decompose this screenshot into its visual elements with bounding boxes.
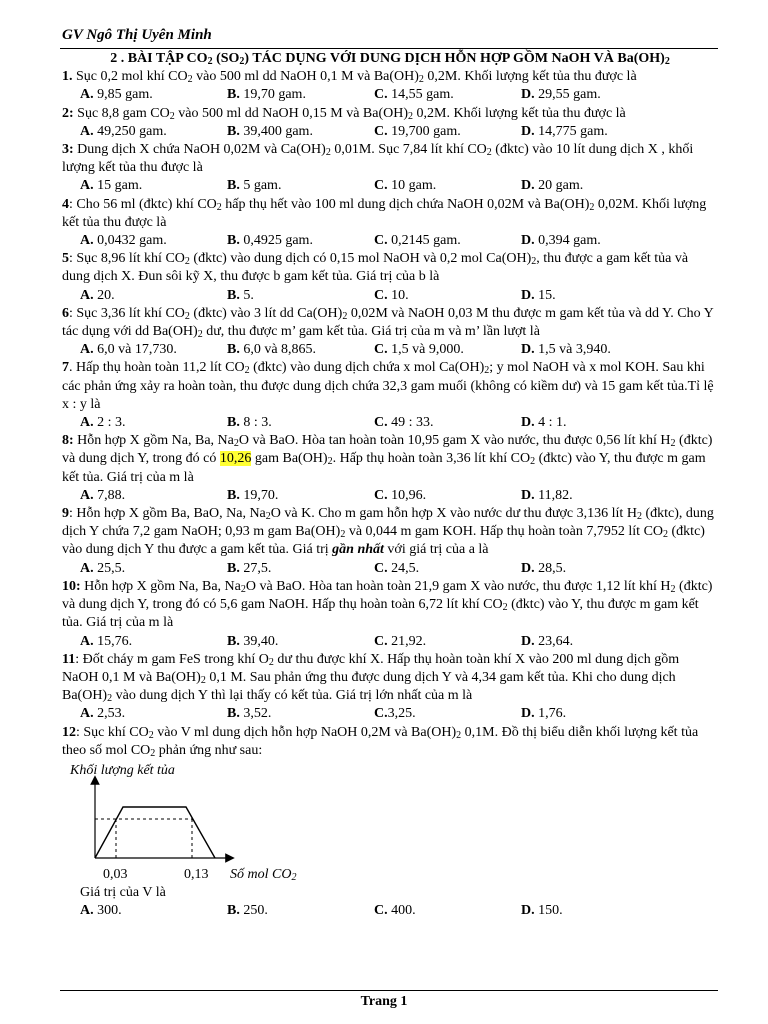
option-letter: A. bbox=[80, 560, 94, 576]
option-letter: C. bbox=[374, 123, 388, 139]
answer-option-a bbox=[80, 177, 227, 195]
option-letter: B. bbox=[227, 342, 240, 358]
answer-options bbox=[80, 123, 718, 141]
answer-option-d bbox=[521, 633, 668, 651]
question-text: Sục 0,2 mol khí $CO_2$ vào 500 ml dd NaOH 0,1 M và $Ba(OH)_2$ 0,2M. Khối lượng kết tủa thu được là bbox=[72, 69, 637, 86]
option-letter: B. bbox=[227, 87, 240, 103]
question-number: 1. bbox=[62, 69, 73, 85]
question-text: : Sục 3,36 lít khí $CO_2$ (đktc) vào 3 lít dd $Ca(OH)_2$ 0,02M và NaOH 0,03 M thu được m gam kết tủa và dd Y. Cho Y tác dụng với dd $Ba(OH)_2$ dư, thu được m’ gam kết tủa. Giá trị của m và m’ lần lượt là bbox=[62, 305, 714, 341]
option-text: 9,85 gam. bbox=[93, 87, 153, 103]
answer-option-a bbox=[80, 232, 227, 250]
answer-option-d bbox=[521, 902, 668, 920]
answer-option-c bbox=[374, 560, 521, 578]
answer-option-c bbox=[374, 633, 521, 651]
graph-x-tick-1: 0,03 bbox=[103, 866, 128, 882]
option-letter: B. bbox=[227, 487, 240, 503]
option-letter: A. bbox=[80, 903, 94, 919]
answer-option-b bbox=[227, 633, 374, 651]
question-number: 11 bbox=[62, 651, 76, 667]
answer-option-a bbox=[80, 560, 227, 578]
option-letter: B. bbox=[227, 233, 240, 249]
option-text: 20 gam. bbox=[534, 178, 584, 194]
option-text: 19,700 gam. bbox=[387, 123, 461, 139]
answer-option-d bbox=[521, 177, 668, 195]
option-text: 15,76. bbox=[93, 633, 133, 649]
question-9 bbox=[62, 505, 718, 560]
question-text: : Sục khí $CO_2$ vào V ml dung dịch hỗn hợp NaOH 0,2M và $Ba(OH)_2$ 0,1M. Đồ thị biểu diễn khối lượng kết tủa theo số mol $CO_2$ phản ứng như sau: bbox=[62, 724, 699, 759]
question-text: . Hấp thụ hoàn toàn 11,2 lít $CO_2$ (đktc) vào dung dịch chứa x mol $Ca(OH)_2$; y mol NaOH và x mol KOH. Sau khi các phản ứng xảy ra hoàn toàn, thu được dung dịch chứa 32,3 gam muối (không có kiềm dư) và 15 gam kết tủa.Tỉ lệ x : y là bbox=[62, 360, 714, 412]
answer-option-a bbox=[80, 487, 227, 505]
option-letter: A. bbox=[80, 415, 94, 431]
option-letter: D. bbox=[521, 487, 535, 503]
answer-options bbox=[80, 633, 718, 651]
option-text: 23,64. bbox=[534, 633, 574, 649]
option-text: 10. bbox=[387, 287, 409, 303]
option-letter: C. bbox=[374, 233, 388, 249]
answer-option-c bbox=[374, 86, 521, 104]
answer-option-d bbox=[521, 232, 668, 250]
option-letter: D. bbox=[521, 178, 535, 194]
option-letter: B. bbox=[227, 415, 240, 431]
option-letter: D. bbox=[521, 706, 535, 722]
question-text: Hỗn hợp X gồm Na, Ba, $Na_2O$ và BaO. Hòa tan hoàn toàn 10,95 gam X vào nước, thu được 0,56 lít khí $H_2$ (đktc) và dung dịch Y, trong đó có 10,26 gam $Ba(OH)_2$. Hấp thụ hoàn toàn 3,36 lít khí $CO_2$ (đktc) vào Y, thu được m gam kết tủa. Giá trị của m là bbox=[62, 433, 713, 485]
option-text: 10,96. bbox=[387, 487, 427, 503]
answer-option-d bbox=[521, 86, 668, 104]
answer-options bbox=[80, 177, 718, 195]
option-letter: B. bbox=[227, 178, 240, 194]
question-number: 3: bbox=[62, 142, 74, 158]
option-text: 2 : 3. bbox=[93, 415, 126, 431]
option-letter: C. bbox=[374, 903, 388, 919]
option-letter: A. bbox=[80, 233, 94, 249]
section-title: 2 . BÀI TẬP $CO_2$ $(SO_2)$ TÁC DỤNG VỚI DUNG DỊCH HỖN HỢP GỒM NaOH VÀ $Ba(OH)_2$ bbox=[110, 51, 670, 67]
option-text: 10 gam. bbox=[387, 178, 437, 194]
answer-option-d bbox=[521, 123, 668, 141]
answer-option-d bbox=[521, 560, 668, 578]
page-number: Trang 1 bbox=[360, 994, 408, 1009]
answer-option-b bbox=[227, 487, 374, 505]
option-text: 0,394 gam. bbox=[534, 233, 601, 249]
option-text: 39,400 gam. bbox=[239, 123, 313, 139]
option-text: 19,70 gam. bbox=[239, 87, 306, 103]
answer-option-d bbox=[521, 487, 668, 505]
option-letter: C. bbox=[374, 178, 388, 194]
question-2 bbox=[62, 105, 718, 123]
question-10 bbox=[62, 578, 718, 633]
answer-option-a bbox=[80, 86, 227, 104]
graph-x-label: Số mol $CO_2$ bbox=[230, 866, 297, 883]
option-text: 0,2145 gam. bbox=[387, 233, 461, 249]
answer-option-b bbox=[227, 414, 374, 432]
option-letter: A. bbox=[80, 87, 94, 103]
graph-y-label: Khối lượng kết tủa bbox=[70, 762, 175, 778]
option-text: 3,25. bbox=[387, 706, 416, 722]
option-letter: B. bbox=[227, 706, 240, 722]
option-text: 14,55 gam. bbox=[387, 87, 454, 103]
option-letter: C. bbox=[374, 87, 388, 103]
option-text: 6,0 và 8,865. bbox=[239, 342, 317, 358]
question-1 bbox=[62, 68, 718, 86]
option-text: 19,70. bbox=[239, 487, 279, 503]
option-letter: C. bbox=[374, 633, 388, 649]
question-text: Hỗn hợp X gồm Na, Ba, $Na_2O$ và BaO. Hòa tan hoàn toàn 21,9 gam X vào nước, thu được 1,12 lít khí $H_2$ (đktc) và dung dịch Y, trong đó có 5,6 gam NaOH. Hấp thụ hoàn toàn 6,72 lít khí $CO_2$ (đktc) vào Y, thu được m gam kết tủa. Giá trị của m là bbox=[62, 578, 713, 631]
option-letter: A. bbox=[80, 123, 94, 139]
option-text: 20. bbox=[93, 287, 115, 303]
answer-options bbox=[80, 560, 718, 578]
question-number: 6 bbox=[62, 305, 69, 321]
option-text: 25,5. bbox=[93, 560, 126, 576]
option-text: 24,5. bbox=[387, 560, 420, 576]
option-letter: A. bbox=[80, 706, 94, 722]
option-letter: D. bbox=[521, 233, 535, 249]
option-text: 2,53. bbox=[93, 706, 126, 722]
answer-option-a bbox=[80, 123, 227, 141]
option-text: 3,52. bbox=[239, 706, 272, 722]
answer-option-b bbox=[227, 86, 374, 104]
answer-option-b bbox=[227, 341, 374, 359]
answer-options bbox=[80, 232, 718, 250]
question-text: : Sục 8,96 lít khí $CO_2$ (đktc) vào dung dịch có 0,15 mol NaOH và 0,2 mol $Ca(OH)_2$, thu được a gam kết tủa và dung dịch X. Đun sôi kỹ X, thu được b gam kết tủa. Giá trị của b là bbox=[62, 251, 689, 285]
answer-options bbox=[80, 705, 718, 723]
option-text: 5. bbox=[239, 287, 254, 303]
question-8 bbox=[62, 432, 718, 487]
answer-option-a bbox=[80, 633, 227, 651]
option-letter: B. bbox=[227, 633, 240, 649]
option-letter: D. bbox=[521, 87, 535, 103]
answer-option-a bbox=[80, 902, 227, 920]
option-text: 39,40. bbox=[239, 633, 279, 649]
option-text: 7,88. bbox=[93, 487, 126, 503]
answer-option-b bbox=[227, 177, 374, 195]
answer-options bbox=[80, 287, 718, 305]
answer-option-a bbox=[80, 705, 227, 723]
footer-rule bbox=[60, 990, 718, 991]
option-text: 49 : 33. bbox=[387, 415, 434, 431]
graph-x-tick-2: 0,13 bbox=[184, 866, 209, 882]
option-letter: C. bbox=[374, 287, 388, 303]
answer-option-b bbox=[227, 287, 374, 305]
option-text: 0,0432 gam. bbox=[93, 233, 167, 249]
answer-options bbox=[80, 902, 718, 920]
option-text: 1,5 và 9,000. bbox=[387, 342, 464, 358]
answer-option-d bbox=[521, 705, 668, 723]
option-letter: C. bbox=[374, 342, 388, 358]
option-letter: B. bbox=[227, 123, 240, 139]
header-rule bbox=[60, 48, 718, 49]
answer-option-a bbox=[80, 414, 227, 432]
question-5 bbox=[62, 250, 718, 286]
option-letter: A. bbox=[80, 487, 94, 503]
answer-option-c bbox=[374, 287, 521, 305]
option-letter: A. bbox=[80, 178, 94, 194]
option-text: 49,250 gam. bbox=[93, 123, 167, 139]
author-header: GV Ngô Thị Uyên Minh bbox=[62, 27, 212, 43]
answer-option-c bbox=[374, 123, 521, 141]
option-text: 15. bbox=[534, 287, 556, 303]
answer-option-c bbox=[374, 902, 521, 920]
option-text: 250. bbox=[239, 903, 268, 919]
option-letter: D. bbox=[521, 560, 535, 576]
option-letter: C. bbox=[374, 415, 388, 431]
answer-option-d bbox=[521, 341, 668, 359]
question-text: : Đốt cháy m gam FeS trong khí $O_2$ dư thu được khí X. Hấp thụ hoàn toàn khí X vào 200 ml dung dịch gồm NaOH 0,1 M và $Ba(OH)_2$ 0,1 M. Sau phản ứng thu được dung dịch Y và 4,34 gam kết tủa. Khi cho dung dịch $Ba(OH)_2$ vào dung dịch Y thì lại thấy có kết tủa. Giá trị lớn nhất của m là bbox=[62, 651, 680, 705]
question-text: Dung dịch X chứa NaOH 0,02M và $Ca(OH)_2$ 0,01M. Sục 7,84 lít khí $CO_2$ (đktc) vào 10 lít dung dịch X , khối lượng kết tủa thu được là bbox=[62, 142, 694, 176]
option-letter: D. bbox=[521, 415, 535, 431]
precipitate-graph bbox=[62, 760, 718, 884]
question-number: 7 bbox=[62, 360, 69, 376]
option-text: 11,82. bbox=[534, 487, 573, 503]
answer-option-c bbox=[374, 232, 521, 250]
question-11 bbox=[62, 651, 718, 706]
answer-option-b bbox=[227, 232, 374, 250]
answer-options bbox=[80, 86, 718, 104]
exercise-content bbox=[62, 50, 718, 920]
option-letter: C. bbox=[374, 560, 388, 576]
option-letter: B. bbox=[227, 287, 240, 303]
answer-options bbox=[80, 487, 718, 505]
option-letter: D. bbox=[521, 287, 535, 303]
answer-option-c bbox=[374, 341, 521, 359]
question-6 bbox=[62, 305, 718, 341]
option-letter: D. bbox=[521, 123, 535, 139]
option-text: 21,92. bbox=[387, 633, 427, 649]
question-text: : Cho 56 ml (đktc) khí $CO_2$ hấp thụ hết vào 100 ml dung dịch chứa NaOH 0,02M và $Ba(OH)_2$ 0,02M. Khối lượng kết tủa thu được là bbox=[62, 196, 707, 230]
option-text: 150. bbox=[534, 903, 563, 919]
question-number: 12 bbox=[62, 724, 76, 740]
question-number: 10: bbox=[62, 578, 81, 594]
question-number: 4 bbox=[62, 196, 69, 212]
option-letter: D. bbox=[521, 633, 535, 649]
question-12 bbox=[62, 724, 718, 760]
graph-curve bbox=[95, 807, 215, 858]
answer-option-d bbox=[521, 287, 668, 305]
question-4 bbox=[62, 196, 718, 232]
option-text: 300. bbox=[93, 903, 122, 919]
option-text: 4 : 1. bbox=[534, 415, 567, 431]
question-3 bbox=[62, 141, 718, 177]
option-text: 29,55 gam. bbox=[534, 87, 601, 103]
option-text: 0,4925 gam. bbox=[239, 233, 313, 249]
answer-option-c bbox=[374, 487, 521, 505]
option-text: 15 gam. bbox=[93, 178, 143, 194]
question-number: 5 bbox=[62, 251, 69, 267]
answer-option-b bbox=[227, 560, 374, 578]
option-letter: C. bbox=[374, 706, 388, 722]
answer-option-b bbox=[227, 123, 374, 141]
option-text: 8 : 3. bbox=[239, 415, 272, 431]
option-text: 6,0 và 17,730. bbox=[93, 342, 177, 358]
answer-option-c bbox=[374, 705, 521, 723]
answer-option-b bbox=[227, 705, 374, 723]
option-letter: D. bbox=[521, 342, 535, 358]
option-letter: A. bbox=[80, 633, 94, 649]
question-7 bbox=[62, 359, 718, 414]
question-text: : Hỗn hợp X gồm Ba, BaO, Na, $Na_2O$ và K. Cho m gam hỗn hợp X vào nước dư thu được 3,136 lít $H_2$ (đktc), dung dịch Y chứa 7,2 gam NaOH; 0,93 m gam $Ba(OH)_2$ và 0,044 m gam KOH. Hấp thụ hoàn toàn 7,7952 lít $CO_2$ (đktc) vào dung dịch Y thu được a gam kết tủa. Giá trị gần nhất với giá trị của a là bbox=[62, 506, 714, 558]
answer-option-c bbox=[374, 414, 521, 432]
answer-options bbox=[80, 341, 718, 359]
option-letter: A. bbox=[80, 287, 94, 303]
option-letter: D. bbox=[521, 903, 535, 919]
answer-option-d bbox=[521, 414, 668, 432]
option-text: 1,76. bbox=[534, 706, 567, 722]
answer-option-c bbox=[374, 177, 521, 195]
option-text: 1,5 và 3,940. bbox=[534, 342, 611, 358]
option-text: 14,775 gam. bbox=[534, 123, 608, 139]
option-letter: C. bbox=[374, 487, 388, 503]
answer-option-a bbox=[80, 341, 227, 359]
question-list bbox=[62, 68, 718, 920]
option-text: 27,5. bbox=[239, 560, 272, 576]
question-prompt: Giá trị của V là bbox=[80, 884, 166, 900]
question-number: 8: bbox=[62, 433, 74, 449]
option-letter: B. bbox=[227, 560, 240, 576]
option-text: 400. bbox=[387, 903, 416, 919]
question-number: 2: bbox=[62, 105, 74, 121]
option-text: 28,5. bbox=[534, 560, 567, 576]
option-letter: B. bbox=[227, 903, 240, 919]
answer-options bbox=[80, 414, 718, 432]
option-letter: A. bbox=[80, 342, 94, 358]
answer-option-b bbox=[227, 902, 374, 920]
option-text: 5 gam. bbox=[239, 178, 282, 194]
answer-option-a bbox=[80, 287, 227, 305]
question-number: 9 bbox=[62, 506, 69, 522]
question-text: Sục 8,8 gam $CO_2$ vào 500 ml dd NaOH 0,15 M và $Ba(OH)_2$ 0,2M. Khối lượng kết tủa thu được là bbox=[73, 105, 626, 122]
